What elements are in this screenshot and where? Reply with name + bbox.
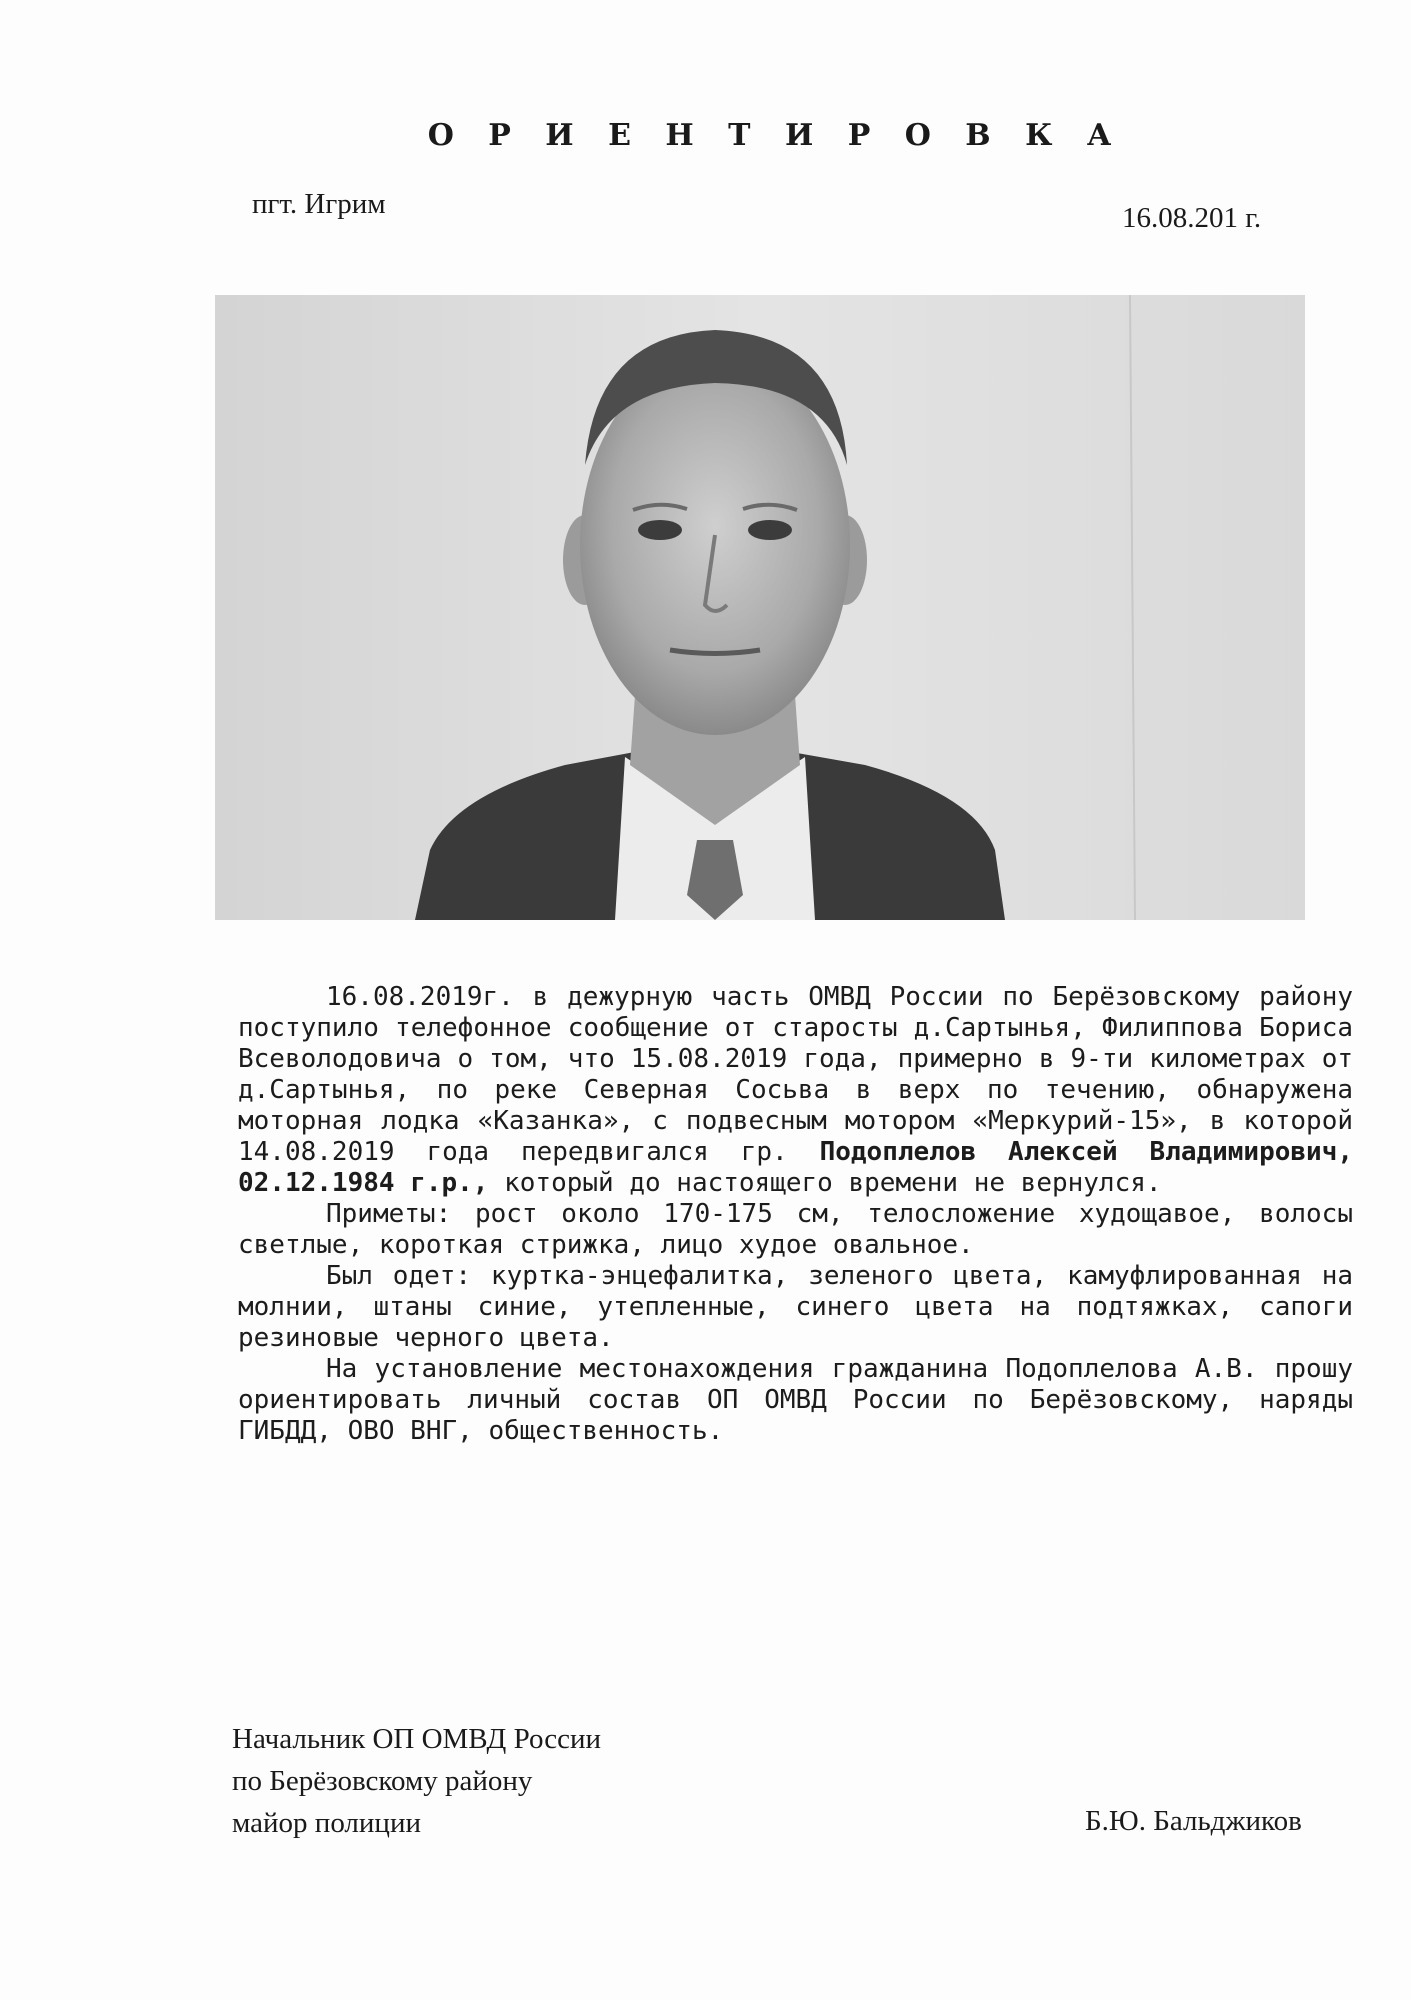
paragraph-description: Приметы: рост около 170-175 см, телосложение худощавое, волосы светлые, короткая стрижка, лицо худое овальное. [238,1199,1353,1260]
report-text-start: 16.08.2019г. в дежурную часть ОМВД России по Берёзовскому району поступило телефонное сообщение от старосты д.Сартынья, Филиппова Бориса Всеволодовича о том, что 15.08.2019 года, примерно в 9-ти километрах от д.Сартынья, по реке Северная Сосьва в верх по течению, обнаружена моторная лодка «Казанка», с подвесным мотором «Меркурий-15», в которой 14.08.2019 года передвигался гр. [238,982,1353,1167]
document-title: О Р И Е Н Т И Р О В К А [427,118,1124,153]
person-portrait-icon [215,295,1305,920]
missing-person-name: Подоплелов Алексей Владимирович, 02.12.1984 г.р., [238,1137,1354,1198]
signer-rank: майор полиции [232,1807,421,1839]
signer-position-line2: по Берёзовскому району [232,1765,533,1797]
paragraph-report [238,982,1353,1199]
paragraph-request: На установление местонахождения гражданина Подоплелова А.В. прошу ориентировать личный состав ОП ОМВД России по Берёзовскому, наряды ГИБДД, ОВО ВНГ, общественность. [238,1354,1353,1446]
document-body [238,982,1353,1447]
person-photo [215,295,1305,920]
paragraph-clothing: Был одет: куртка-энцефалитка, зеленого цвета, камуфлированная на молнии, штаны синие, утепленные, синего цвета на подтяжках, сапоги резиновые черного цвета. [238,1261,1353,1353]
document-date: 16.08.201 г. [1122,202,1262,234]
place-label: пгт. Игрим [252,188,386,220]
report-text-end: который до настоящего времени не вернулся. [488,1168,1162,1198]
signer-position-line1: Начальник ОП ОМВД России [232,1723,601,1755]
signature-block [232,1718,601,1844]
signer-name: Б.Ю. Бальджиков [1085,1805,1302,1837]
